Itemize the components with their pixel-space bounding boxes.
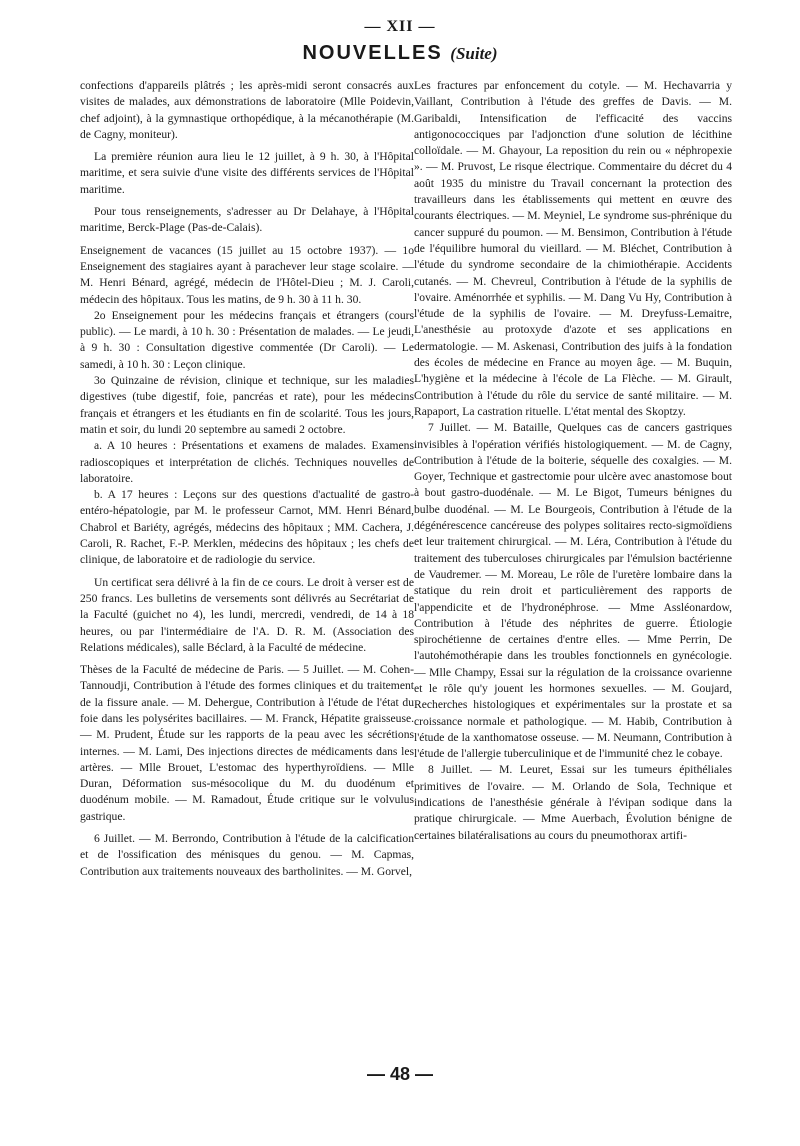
- paragraph: 6 Juillet. — M. Berrondo, Contribution à l'étude de la calcification et de l'ossification des ménisques du genou. — M. Capmas, Contribution aux traitements nouveaux des bartholinites. — M. Gorvel,: [80, 832, 414, 878]
- paragraph: Enseignement de vacances (15 juillet au 15 octobre 1937). — 1o Enseignement des stagiaires ayant à parachever leur stage scolaire. — M. Henri Bénard, agrégé, médecin de l'Hôtel-Dieu ; M. J. Caroli, médecin des hôpitaux. Tous les matins, de 9 h. 30 à 11 h. 30.: [80, 243, 414, 306]
- paragraph: 3o Quinzaine de révision, clinique et technique, sur les maladies digestives (tube digestif, foie, pancréas et rate), pour les médecins français et étrangers et les étudiants en fin de scolarité. Tous les jours, matin et soir, du lundi 20 septembre au samedi 2 octobre.: [80, 374, 414, 436]
- paragraph: 7 Juillet. — M. Bataille, Quelques cas de cancers gastriques invisibles à l'opération vérifiés histologiquement. — M. de Cagny, Contribution à l'étude de la boiterie, séquelle des coxalgies. — M. Goyer, Technique et gastrectomie pour ulcère avec anastomose bout à bout gastro-duodénale. — M. Le Bigot, Tumeurs bénignes du bulbe duodénal. — M. Le Bourgeois, Contribution à l'étude de la dégénérescence cancéreuse des polypes solitaires recto-sigmoïdiens et leur traitement chirurgical. — M. Léra, Contribution à l'étude du traitement des tuberculoses chirurgicales par l'émulsion bactérienne de Vaudremer. — M. Moreau, Le rôle de l'uretère lombaire dans la statique du rein droit et particulièrement des rapports de l'appendicite et de l'hydronéphrose. — Mme Assléonardow, Contribution à l'étude des néphrites de guerre. Étiologie spirochétienne de certaines d'entre elles. — Mme Perrin, De l'autohémothérapie dans les troubles fonctionnels en gynécologie. — Mlle Champy, Essai sur la régulation de la croissance ovarienne et le rôle qu'y jouent les hormones sexuelles. — M. Goujard, Recherches histologiques et expérimentales sur la prostate et sa croissance normale et pathologique. — M. Habib, Contribution à l'étude de la xanthomatose osseuse. — M. Neumann, Contribution à l'étude de l'allergie tuberculinique et de l'immunité chez le cobaye.: [414, 421, 732, 761]
- page-number: — 48 —: [366, 1064, 434, 1084]
- paragraph: confections d'appareils plâtrés ; les après-midi seront consacrés aux visites de malades, aux démonstrations de laboratoire (Mlle Poidevin, chef adjoint), à la gymnastique orthopédique, à la mécanothérapie (M. de Cagny, moniteur).: [80, 79, 414, 141]
- title-text: NOUVELLES: [302, 42, 443, 64]
- paragraph: a. A 10 heures : Présentations et examens de malades. Examens radioscopiques et interprétation de clichés. Techniques nouvelles de laboratoire.: [80, 439, 414, 485]
- paragraph: Les fractures par enfoncement du cotyle. — M. Hechavarria y Vaillant, Contribution à l'étude des greffes de Davis. — M. Garibaldi, Intensification de l'efficacité des vaccins antigonococciques par l'adjonction d'une solution de lécithine colloïdale. — M. Ghayour, La reposition du rein ou « néphropexie ». — M. Pruvost, Le risque électrique. Commentaire du décret du 4 août 1935 du ministre du Travail concernant la protection des travailleurs dans les établissements qui mettent en œuvre des courants électriques. — M. Meyniel, Le syndrome sus-phrénique du cancer suppuré du poumon. — M. Bensimon, Contribution à l'étude de l'équilibre humoral du vieillard. — M. Bléchet, Contribution à l'étude du syndrome secondaire de la chimiothérapie. Accidents cutanés. — M. Chevreul, Contribution à l'étude de la syphilis de l'ovaire. Aménorrhée et syphilis. — M. Dang Vu Hy, Contribution à l'étude de la syphilis de l'ovaire. — M. Dreyfuss-Lemaitre, L'anesthésie au protoxyde d'azote et ses applications en dermatologie. — M. Askenasi, Contribution des juifs à la fondation des écoles de médecine en France au moyen âge. — M. Buquin, L'hygiène et la médecine à l'école de La Flèche. — M. Girault, Contribution à l'étude du rôle du service de santé militaire. — M. Rapaport, La castration rituelle. L'état mental des Skoptzy.: [414, 79, 732, 418]
- paragraph: 8 Juillet. — M. Leuret, Essai sur les tumeurs épithéliales primitives de l'ovaire. — M. Orlando de Sola, Technique et indications de l'anesthésie générale à l'évipan sodique dans la pratique chirurgicale. — Mme Auerbach, Évolution bénigne de certaines bilatéralisations au cours du pneumothorax artifi-: [414, 763, 732, 842]
- left-column: [80, 78, 414, 880]
- paragraph: Pour tous renseignements, s'adresser au Dr Delahaye, à l'Hôpital maritime, Berck-Plage (Pas-de-Calais).: [80, 205, 414, 235]
- paragraph: Thèses de la Faculté de médecine de Paris. — 5 Juillet. — M. Cohen-Tannoudji, Contribution à l'étude des formes cliniques et du traitement de la fissure anale. — M. Dehergue, Contribution à l'étude de l'état du foie dans les polysérites bacillaires. — M. Franck, Hépatite graisseuse. — M. Prudent, Étude sur les rapports de la peau avec les sécrétions internes. — M. Lami, Des injections directes de médicaments dans les artères. — Mlle Brouet, L'estomac des hyperthyroïdiens. — Mlle Duran, Déformation sus-mésocolique du M. du duodénum et duodénum mobile. — M. Ramadout, Étude critique sur le volvulus gastrique.: [80, 663, 414, 823]
- section-title: [0, 42, 800, 65]
- paragraph: b. A 17 heures : Leçons sur des questions d'actualité de gastro-entéro-hépatologie, par M. le professeur Carnot, MM. Henri Bénard, Chabrol et Bariéty, agrégés, médecins des hôpitaux ; MM. Cachera, J. Caroli, R. Rachet, F.-P. Merklen, médecins des hôpitaux ; les chefs de clinique, de laboratoire et de radiologie du service.: [80, 488, 414, 567]
- paragraph: Un certificat sera délivré à la fin de ce cours. Le droit à verser est de 250 francs. Les bulletins de versements sont délivrés au Secrétariat de la Faculté (guichet no 4), les lundi, mercredi, vendredi, de 14 à 18 heures, ou par l'intermédiaire de l'A. D. R. M. (Association des Relations médicales), salle Béclard, à la Faculté de médecine.: [80, 575, 414, 654]
- running-header-roman: — XII —: [364, 18, 436, 35]
- right-column: [414, 78, 732, 844]
- title-suite: (Suite): [450, 44, 498, 63]
- paragraph: 2o Enseignement pour les médecins français et étrangers (cours public). — Le mardi, à 10 h. 30 : Présentation de malades. — Le jeudi, à 9 h. 30 : Consultation digestive commentée (Dr Caroli). — Le samedi, à 10 h. 30 : Leçon clinique.: [80, 308, 414, 371]
- paragraph: La première réunion aura lieu le 12 juillet, à 9 h. 30, à l'Hôpital maritime, et sera suivie d'une visite des différents services de l'Hôpital maritime.: [80, 150, 414, 196]
